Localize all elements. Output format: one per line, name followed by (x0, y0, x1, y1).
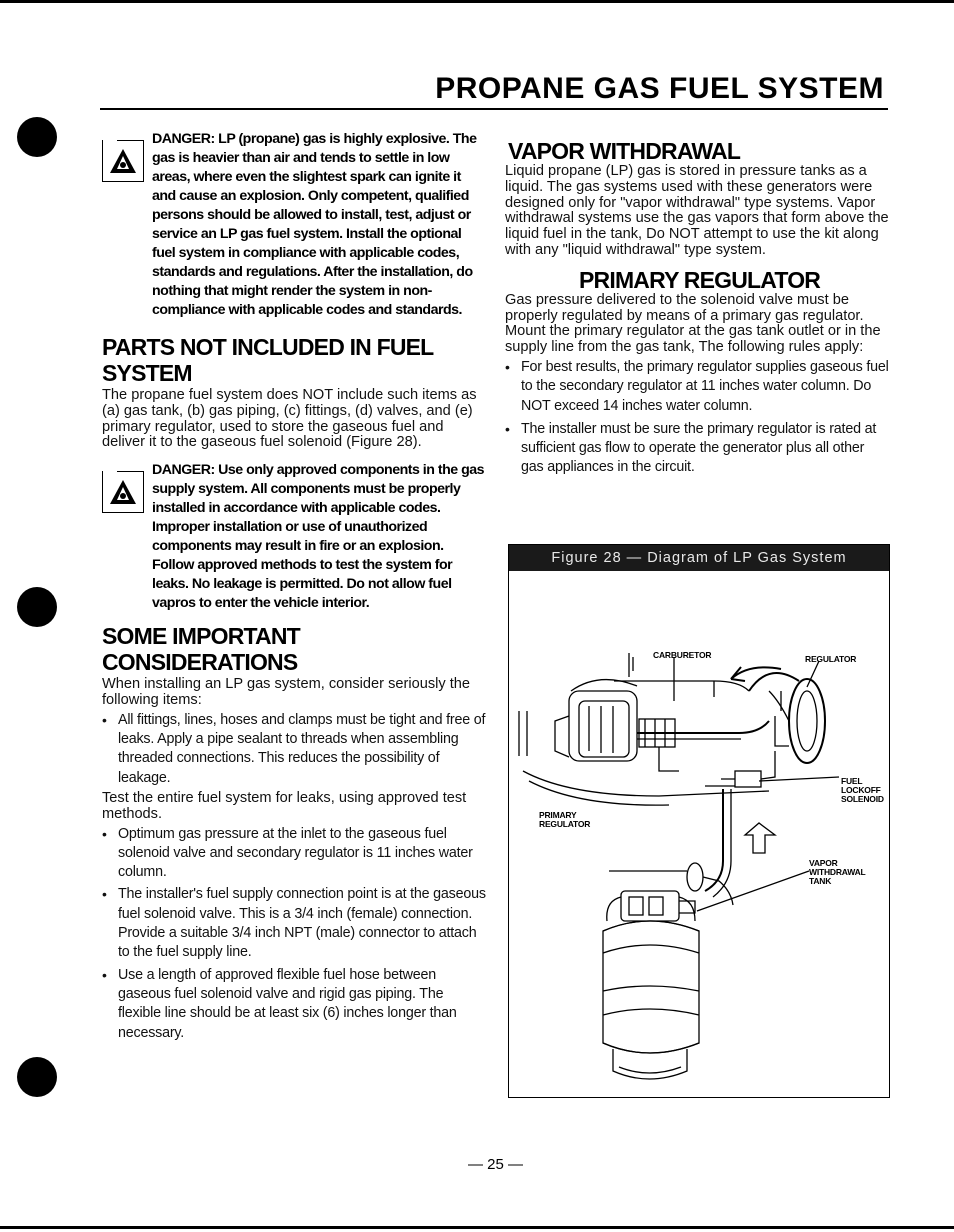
right-column (505, 130, 889, 478)
bottom-border (0, 1226, 954, 1229)
page-number: — 25 — (468, 1156, 524, 1173)
list-item: • All fittings, lines, hoses and clamps must be tight and free of leaks. Apply a pipe sealant to threads when assembling threaded connections. This reduces the possibility of leakage. (102, 711, 486, 788)
binder-hole (17, 117, 57, 157)
warning-triangle-icon (109, 148, 137, 174)
top-border (0, 0, 954, 3)
title-underline (100, 108, 888, 110)
label-regulator: REGULATOR (805, 654, 857, 664)
parts-text: The propane fuel system does NOT include such items as (a) gas tank, (b) gas piping, (c) fittings, (d) valves, and (e) primary regulator, used to store the gaseous fuel and deliver it to the gaseous fuel solenoid (Figure 28). (102, 387, 477, 451)
binder-hole (17, 587, 57, 627)
regulator-text: Gas pressure delivered to the solenoid valve must be properly regulated by means of a primary gas regulator. Mount the primary regulator at the gas tank outlet or in the supply line from the gas tank, The following rules apply: (505, 291, 881, 356)
list-item: • For best results, the primary regulator supplies gaseous fuel to the secondary regulator at 11 inches water column. Do NOT exceed 14 inches water column. (505, 358, 889, 416)
warning-triangle-icon (109, 479, 137, 505)
label-primary-regulator: PRIMARY REGULATOR (539, 810, 591, 829)
label-fuel-lockoff-solenoid: FUEL LOCKOFF SOLENOID (841, 776, 884, 804)
considerations-heading: SOME IMPORTANT CONSIDERATIONS (102, 623, 300, 676)
danger-notice-components (102, 461, 486, 613)
figure-caption: Figure 28 — Diagram of LP Gas System (509, 545, 889, 571)
label-carburetor: CARBURETOR (653, 650, 712, 660)
danger-text: DANGER: Use only approved components in the gas supply system. All components must be properly installed in accordance with applicable codes. Improper installation or use of unauthorized components may result in fire or an explosion. Follow approved methods to test the system for leaks. No leakage is permitted. Do not allow fuel vapros to enter the vehicle interior. (152, 462, 485, 612)
list-item: • Optimum gas pressure at the inlet to the gaseous fuel solenoid valve and secondary regulator is 11 inches water column. (102, 825, 486, 883)
regulator-heading: PRIMARY REGULATOR (579, 266, 821, 293)
list-item: • Use a length of approved flexible fuel hose between gaseous fuel solenoid valve and rigid gas piping. The flexible line should be at least six (6) inches longer than necessary. (102, 966, 486, 1043)
list-item: • The installer must be sure the primary regulator is rated at sufficient gas flow to operate the generator plus all other gas appliances in the circuit. (505, 420, 889, 478)
figure-28 (508, 544, 890, 1098)
binder-hole (17, 1057, 57, 1097)
warning-box (102, 140, 144, 182)
regulator-rules (505, 358, 889, 478)
vapor-heading: VAPOR WITHDRAWAL (508, 138, 741, 164)
considerations-list (102, 711, 486, 788)
danger-notice-explosive (102, 130, 486, 320)
label-vapor-withdrawal-tank: VAPOR WITHDRAWAL TANK (809, 858, 866, 886)
parts-heading: PARTS NOT INCLUDED IN FUEL SYSTEM (102, 334, 434, 386)
danger-text: DANGER: LP (propane) gas is highly explosive. The gas is heavier than air and tends to settle in low areas, where even the slightest spark can ignite it and cause an explosion. Only competent, qualified persons should be allowed to install, test, adjust or service an LP gas fuel system. Install the optional fuel system in compliance with applicable codes, standards and regulations. After the installation, do nothing that might render the system in non-compliance with applicable codes and standards. (152, 131, 477, 318)
warning-box (102, 471, 144, 513)
vapor-text: Liquid propane (LP) gas is stored in pressure tanks as a liquid. The gas systems used with these generators were designed only for "vapor withdrawal" type systems. Vapor withdrawal systems use the gas vapors that form above the liquid fuel in the tank, Do NOT attempt to use the kit along with any "liquid withdrawal" type system. (505, 163, 889, 258)
considerations-intro: When installing an LP gas system, consider seriously the following items: (102, 676, 471, 708)
test-text: Test the entire fuel system for leaks, using approved test methods. (102, 789, 467, 822)
left-column (102, 130, 486, 1043)
list-item: • The installer's fuel supply connection point is at the gaseous fuel solenoid valve. This is a 3/4 inch (female) connection. Provide a suitable 3/4 inch NPT (male) connector to attach to the fuel supply line. (102, 885, 486, 962)
page-title: PROPANE GAS FUEL SYSTEM (435, 72, 884, 105)
considerations-list-2 (102, 825, 486, 1043)
